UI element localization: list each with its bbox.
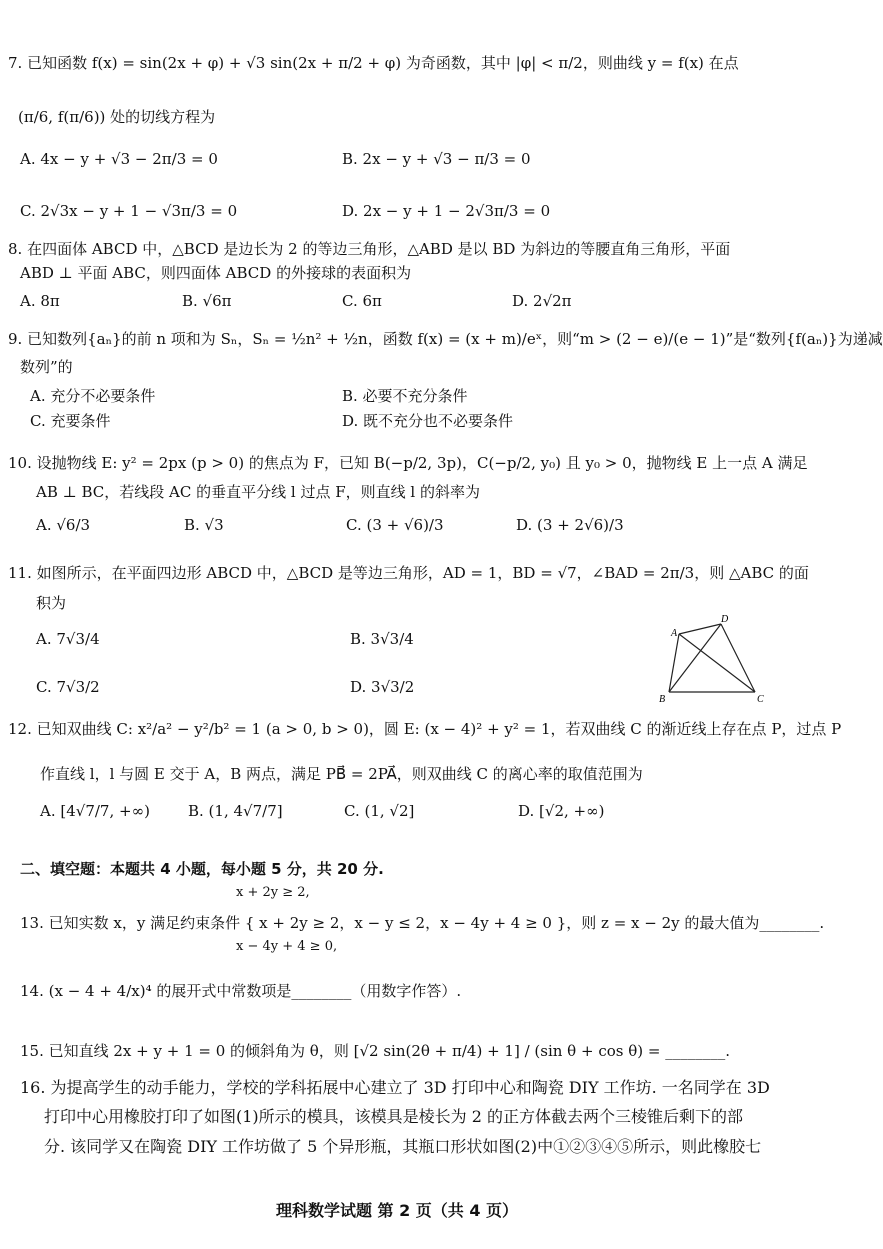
q11-option-c: C. 7√3/2 (36, 678, 100, 696)
q13-prefix (20, 912, 824, 934)
q7-line1: 7. 已知函数 f(x) = sin(2x + φ) + √3 sin(2x + π/2 + φ) 为奇函数，其中 |φ| < π/2，则曲线 y = f(x) 在点 (8, 54, 739, 72)
label-b: B (659, 694, 666, 705)
q9-option-a: A. 充分不必要条件 (30, 387, 156, 405)
q9-line2: 数列”的 (20, 358, 73, 376)
q10-line1: 10. 设抛物线 E: y² = 2px (p > 0) 的焦点为 F，已知 B(−p/2, 3p)，C(−p/2, y₀) 且 y₀ > 0，抛物线 E 上一点 A 满足 (8, 454, 808, 472)
q11-option-b: B. 3√3/4 (350, 630, 414, 648)
q11-line2: 积为 (36, 594, 67, 612)
label-c: C (757, 694, 764, 705)
q7-line2: (π/6, f(π/6)) 处的切线方程为 (18, 108, 216, 126)
q16-line3: 分. 该同学又在陶瓷 DIY 工作坊做了 5 个异形瓶，其瓶口形状如图(2)中①②③④⑤所示，则此橡胶七 (44, 1137, 762, 1156)
q13-line1: 13. 已知实数 x，y 满足约束条件 { x + 2y ≥ 2，x − y ≤ 2，x − 4y + 4 ≥ 0 }，则 z = x − 2y 的最大值为________. (20, 914, 825, 932)
q8-line1: 8. 在四面体 ABCD 中，△BCD 是边长为 2 的等边三角形，△ABD 是以 BD 为斜边的等腰直角三角形，平面 (8, 240, 731, 258)
q11-option-d: D. 3√3/2 (350, 678, 415, 696)
q9-option-b: B. 必要不充分条件 (342, 387, 468, 405)
page-footer: 理科数学试题 第 2 页（共 4 页） (275, 1201, 519, 1220)
q7-option-a: A. 4x − y + √3 − 2π/3 = 0 (20, 150, 218, 168)
q12-option-c: C. (1, √2] (344, 802, 415, 820)
q10-line2: AB ⊥ BC，若线段 AC 的垂直平分线 l 过点 F，则直线 l 的斜率为 (36, 483, 480, 501)
q15-line: 15. 已知直线 2x + y + 1 = 0 的倾斜角为 θ，则 [√2 sin(2θ + π/4) + 1] / (sin θ + cos θ) = ________. (20, 1042, 730, 1060)
q16-line1: 16. 为提高学生的动手能力，学校的学科拓展中心建立了 3D 打印中心和陶瓷 DIY 工作坊. 一名同学在 3D (20, 1078, 770, 1097)
q12-option-a: A. [4√7/7, +∞) (40, 802, 150, 820)
q9-line1: 9. 已知数列{aₙ}的前 n 项和为 Sₙ，Sₙ = ½n² + ½n，函数 f(x) = (x + m)/eˣ，则“m > (2 − e)/(e − 1)”是“数列{f(aₙ)}为递减 (8, 330, 883, 348)
q12-line1: 12. 已知双曲线 C: x²/a² − y²/b² = 1 (a > 0, b > 0)，圆 E: (x − 4)² + y² = 1，若双曲线 C 的渐近线上存在点 P，过点 P (8, 720, 842, 738)
q12-option-b: B. (1, 4√7/7] (188, 802, 283, 820)
quadrilateral-figure (655, 612, 775, 708)
label-a: A (671, 628, 678, 639)
q14-line: 14. (x − 4 + 4/x)⁴ 的展开式中常数项是________（用数字作答）. (20, 982, 462, 1000)
q10-option-c: C. (3 + √6)/3 (346, 516, 444, 534)
q16-line2: 打印中心用橡胶打印了如图(1)所示的模具，该模具是棱长为 2 的正方体截去两个三棱锥后剩下的部 (44, 1107, 744, 1126)
q8-option-a: A. 8π (20, 292, 60, 310)
q7-option-b: B. 2x − y + √3 − π/3 = 0 (342, 150, 531, 168)
q13-constraint-1: x + 2y ≥ 2, (236, 885, 310, 900)
q10-option-a: A. √6/3 (36, 516, 91, 534)
q13-constraint-3: x − 4y + 4 ≥ 0, (236, 939, 338, 954)
q8-line2: ABD ⊥ 平面 ABC，则四面体 ABCD 的外接球的表面积为 (20, 264, 412, 282)
q11-line1: 11. 如图所示，在平面四边形 ABCD 中，△BCD 是等边三角形，AD = 1，BD = √7，∠BAD = 2π/3，则 △ABC 的面 (8, 564, 809, 582)
quadrilateral-svg (655, 612, 775, 704)
q12-option-d: D. [√2, +∞) (518, 802, 605, 820)
q7-option-d: D. 2x − y + 1 − 2√3π/3 = 0 (342, 202, 551, 220)
q8-option-c: C. 6π (342, 292, 382, 310)
q8-option-b: B. √6π (182, 292, 232, 310)
q7-option-c: C. 2√3x − y + 1 − √3π/3 = 0 (20, 202, 238, 220)
q8-option-d: D. 2√2π (512, 292, 572, 310)
section-title-fill-in: 二、填空题：本题共 4 小题，每小题 5 分，共 20 分. (20, 860, 384, 878)
q9-option-c: C. 充要条件 (30, 412, 111, 430)
label-d: D (721, 614, 729, 625)
q10-option-b: B. √3 (184, 516, 224, 534)
q11-option-a: A. 7√3/4 (36, 630, 100, 648)
q12-line2: 作直线 l，l 与圆 E 交于 A，B 两点，满足 PB⃗ = 2PA⃗，则双曲线 C 的离心率的取值范围为 (40, 765, 643, 783)
q9-option-d: D. 既不充分也不必要条件 (342, 412, 514, 430)
q10-option-d: D. (3 + 2√6)/3 (516, 516, 624, 534)
